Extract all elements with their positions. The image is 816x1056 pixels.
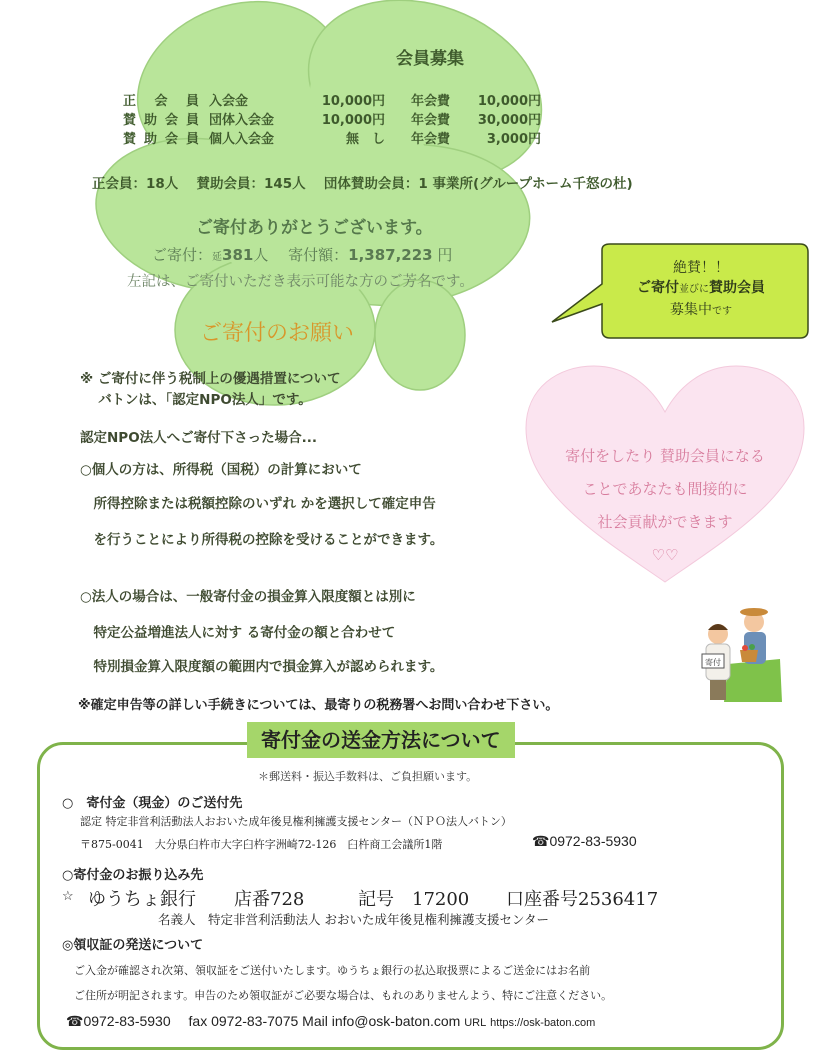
membership-title: 会員募集 — [396, 49, 464, 69]
donation-sign-text: 寄付 — [705, 658, 721, 667]
donation-illustration — [688, 604, 784, 704]
heart-message: 寄付をしたり 賛助会員になる ことであなたも間接的に 社会貢献ができます ♡♡ — [565, 447, 765, 564]
bank-heading: ○寄付金のお振り込み先 — [62, 868, 204, 883]
send-phone: ☎0972-83-5930 — [532, 833, 637, 849]
callout-text: 絶賛！！ ご寄付並びに賛助会員 募集中です — [637, 260, 765, 318]
tax-line: ○個人の方は、所得税（国税）の計算において — [80, 462, 362, 478]
footer-fax: fax 0972-83-7075 — [188, 1013, 299, 1029]
rate-row: 賛助会員 個人入会金 無 し 年会費 3,000円 — [123, 132, 541, 147]
bank-name: ゆうちょ銀行 — [88, 889, 196, 910]
receipt-text: ご住所が明記されます。申告のため領収証がご必要な場合は、もれのありませんよう、特にご注意ください。 — [74, 989, 613, 1002]
rate-row: 賛助会員 団体入会金 10,000円 年会費 30,000円 — [123, 113, 541, 128]
donation-stats: ご寄付：延381人 寄付額：1,387,223 円 — [152, 246, 453, 264]
clover-background — [90, 0, 550, 420]
tax-line: 特別損金算入限度額の範囲内で損金算入が認められます。 — [80, 659, 444, 675]
donation-request-title: ご寄付のお願い — [200, 321, 355, 346]
receipt-heading: ◎領収証の発送について — [62, 938, 204, 953]
tax-line: ※ ご寄付に伴う税制上の優遇措置について — [80, 371, 341, 387]
send-organization: 認定 特定非営利活動法人おおいた成年後見権利擁護支援センター（ＮＰＯ法人バトン） — [80, 815, 512, 828]
fee-note: ＊郵送料・振込手数料は、ご負担願います。 — [258, 770, 478, 783]
send-heading: ○ 寄付金（現金）のご送付先 — [62, 796, 243, 811]
account-symbol: 記号 17200 — [358, 889, 470, 910]
tax-line: 認定NPO法人へご寄付下さった場合... — [80, 430, 318, 446]
branch-number: 店番728 — [234, 889, 305, 910]
footer-url[interactable]: https://osk-baton.com — [490, 1017, 596, 1029]
footer-mail[interactable]: Mail info@osk-baton.com — [302, 1013, 461, 1029]
tax-line: バトンは、「認定NPO法人」です。 — [80, 392, 312, 408]
contact-footer — [66, 1011, 595, 1031]
tax-line: 特定公益増進法人に対す る寄付金の額と合わせて — [80, 625, 396, 641]
receipt-text: ご入金が確認され次第、領収証をご送付いたします。ゆうちょ銀行の払込取扱票によるご送金にはお名前 — [74, 964, 591, 977]
send-address: 〒875-0041 大分県臼杵市大字臼杵字洲崎72-126 臼杵商工会議所1階 — [80, 838, 443, 851]
tax-office-notice: ※確定申告等の詳しい手続きについては、最寄りの税務署へお問い合わせ下さい。 — [78, 698, 559, 713]
remittance-title: 寄付金の送金方法について — [247, 722, 515, 758]
star-icon: ☆ — [62, 889, 74, 904]
tax-line: 所得控除または税額控除のいずれ かを選択して確定申告 — [80, 496, 436, 512]
member-counts: 正会員：18人 賛助会員：145人 団体賛助会員：1 事業所(グループホーム千怒の杜) — [92, 176, 633, 192]
tax-line: を行うことにより所得税の控除を受けることができます。 — [80, 532, 444, 548]
account-number: 口座番号2536417 — [506, 889, 659, 910]
donor-names-note: 左記は、ご寄付いただき表示可能な方のご芳名です。 — [127, 274, 474, 290]
footer-phone: ☎0972-83-5930 — [66, 1013, 171, 1029]
footer-url-label: URL — [464, 1017, 487, 1029]
tax-line: ○法人の場合は、一般寄付金の損金算入限度額とは別に — [80, 589, 416, 605]
account-holder: 名義人 特定非営利活動法人 おおいた成年後見権利擁護支援センター — [158, 912, 549, 927]
rate-row: 正会員 入会金 10,000円 年会費 10,000円 — [123, 94, 541, 109]
donation-thanks-title: ご寄付ありがとうございます。 — [196, 218, 433, 238]
